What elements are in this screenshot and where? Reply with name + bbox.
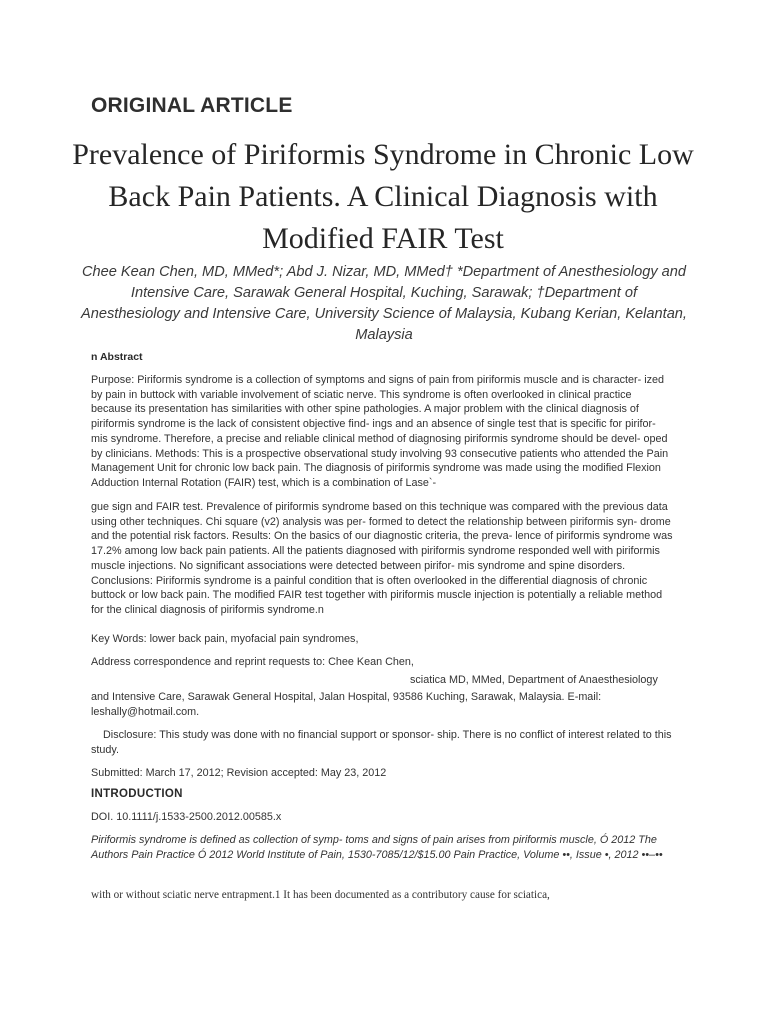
citation-note: Piriformis syndrome is defined as collection of symp- toms and signs of pain arises from piriformis muscle, Ó 2012 The Authors Pain Practice Ó 2012 World Institute of Pain, 1530-7085/12/$15.00 Pain Practice, Volume ••, Issue •, 2012 ••–•• (91, 834, 663, 861)
correspondence-line: Address correspondence and reprint requests to: Chee Kean Chen, (91, 656, 414, 668)
abstract-paragraph-2: gue sign and FAIR test. Prevalence of piriformis syndrome based on this technique was compared with the previous data using other techniques. Chi square (v2) analysis was per- formed to detect the relationship between piriformis syn- drome and the potential risk factors. Results: On the basics of our diagnostic criteria, the preva- lence of piriformis syndrome was 17.2% among low back pain patients. All the patients diagnosed with piriformis syndrome responded well with piriformis muscle injections. No significant associations were detected between pirifor- mis syndrome and spine disorders. Conclusions: Piriformis syndrome is a painful condition that is often overlooked in the differential diagnosis of chronic buttock or low back pain. The modified FAIR test together with piriformis muscle injection is potentially a reliable method for the clinical diagnosis of piriformis syndrome.n (91, 501, 673, 616)
disclosure: Disclosure: This study was done with no financial support or sponsor- ship. There is no conflict of interest related to this study. (91, 729, 672, 756)
sciatica-line: sciatica MD, MMed, Department of Anaesthesiology (410, 674, 658, 686)
introduction-heading: INTRODUCTION (91, 788, 183, 800)
introduction-body: with or without sciatic nerve entrapment.1 It has been documented as a contributory cause for sciatica, (91, 889, 550, 901)
key-words: Key Words: lower back pain, myofacial pain syndromes, (91, 633, 359, 645)
correspondence-address: and Intensive Care, Sarawak General Hospital, Jalan Hospital, 93586 Kuching, Sarawak, Malaysia. E-mail: leshally@hotmail.com. (91, 691, 602, 718)
section-label: ORIGINAL ARTICLE (91, 94, 293, 117)
abstract-heading: n Abstract (91, 351, 143, 363)
submission-dates: Submitted: March 17, 2012; Revision accepted: May 23, 2012 (91, 767, 387, 779)
doi: DOI. 10.1111/j.1533-2500.2012.00585.x (91, 811, 282, 823)
abstract-paragraph-1: Purpose: Piriformis syndrome is a collection of symptoms and signs of pain from piriformis muscle and is character- ized by pain in buttock with variable involvement of sciatic nerve. This syndrome is often overlooked in clinical practice because its presentation has similarities with other spine pathologies. A major problem with the clinical diagnosis of piriformis syndrome is the lack of consistent objective find- ings and an absence of single test that is specific for pirifor- mis syndrome. Therefore, a precise and reliable clinical method of diagnosing piriformis syndrome should be devel- oped by clinicians. Methods: This is a prospective observational study involving 93 consecutive patients who attended the Pain Management Unit for chronic low back pain. The diagnosis of piriformis syndrome was made using the modified Flexion Adduction Internal Rotation (FAIR) test, which is a combination of Lase`- (91, 374, 669, 489)
author-affiliations: Chee Kean Chen, MD, MMed*; Abd J. Nizar, MD, MMed† *Department of Anesthesiology and Intensive Care, Sarawak General Hospital, Kuching, Sarawak; †Department of Anesthesiology and Intensive Care, University Science of Malaysia, Kubang Kerian, Kelantan, Malaysia (81, 264, 687, 343)
article-title: Prevalence of Piriformis Syndrome in Chronic Low Back Pain Patients. A Clinical Diagnosis with Modified FAIR Test (72, 138, 694, 255)
